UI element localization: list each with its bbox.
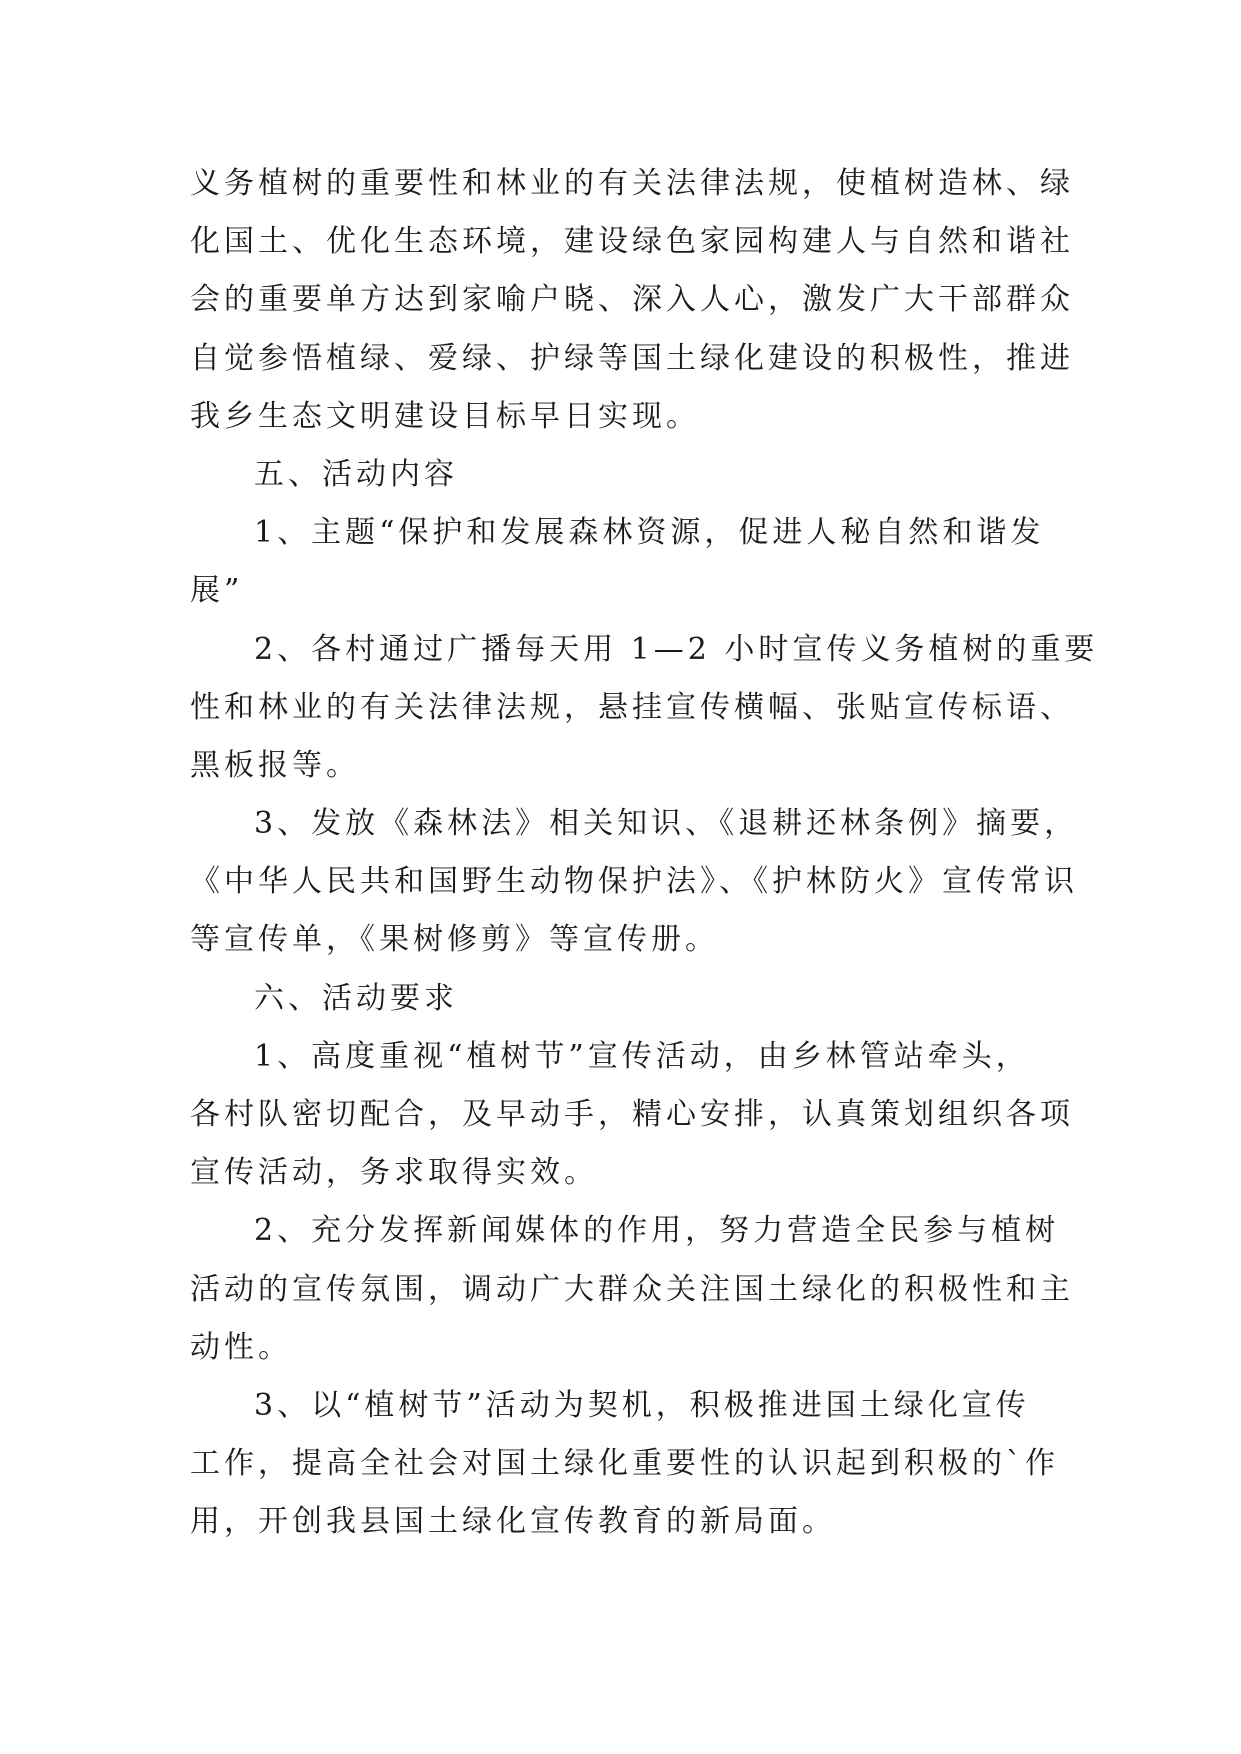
section-heading: 六、活动要求 [254, 980, 458, 1016]
text-line: 活动的宣传氛围，调动广大群众关注国土绿化的积极性和主 [190, 1271, 1074, 1307]
text-line: 1、主题“保护和发展森林资源，促进人秘自然和谐发 [254, 515, 1045, 551]
text-line: 等宣传单，《果树修剪》等宣传册。 [190, 922, 719, 958]
text-line: 自觉参悟植绿、爱绿、护绿等国土绿化建设的积极性，推进 [190, 340, 1074, 376]
text-line: 1、高度重视“植树节”宣传活动，由乡林管站牵头， [254, 1038, 1030, 1074]
text-line: 我乡生态文明建设目标早日实现。 [190, 398, 700, 434]
text-line: 展” [190, 573, 244, 609]
text-line: 3、以“植树节”活动为契机，积极推进国土绿化宣传 [254, 1387, 1030, 1423]
text-line: 各村队密切配合，及早动手，精心安排，认真策划组织各项 [190, 1097, 1074, 1132]
text-line: 工作，提高全社会对国土绿化重要性的认识起到积极的`作 [190, 1446, 1059, 1482]
text-line: 性和林业的有关法律法规，悬挂宣传横幅、张贴宣传标语、 [190, 689, 1074, 725]
text-line: 宣传活动，务求取得实效。 [190, 1155, 598, 1191]
text-line: 会的重要单方达到家喻户晓、深入人心，激发广大干部群众 [190, 282, 1074, 318]
text-line: 2、各村通过广播每天用 1—2 小时宣传义务植树的重要 [254, 631, 1099, 667]
text-line: 2、充分发挥新闻媒体的作用，努力营造全民参与植树 [254, 1213, 1060, 1249]
text-line: 用，开创我县国土绿化宣传教育的新局面。 [190, 1504, 836, 1540]
text-line: 动性。 [190, 1329, 292, 1365]
text-line: 黑板报等。 [190, 747, 360, 783]
document-body [190, 155, 1099, 1552]
text-line: 义务植树的重要性和林业的有关法律法规，使植树造林、绿 [190, 166, 1074, 201]
section-heading: 五、活动内容 [254, 456, 458, 492]
text-line: 化国土、优化生态环境，建设绿色家园构建人与自然和谐社 [190, 224, 1074, 260]
text-line: 3、发放《森林法》相关知识、《退耕还林条例》摘要， [254, 806, 1079, 842]
text-line: 《中华人民共和国野生动物保护法》、《护林防火》宣传常识 [190, 864, 1078, 900]
